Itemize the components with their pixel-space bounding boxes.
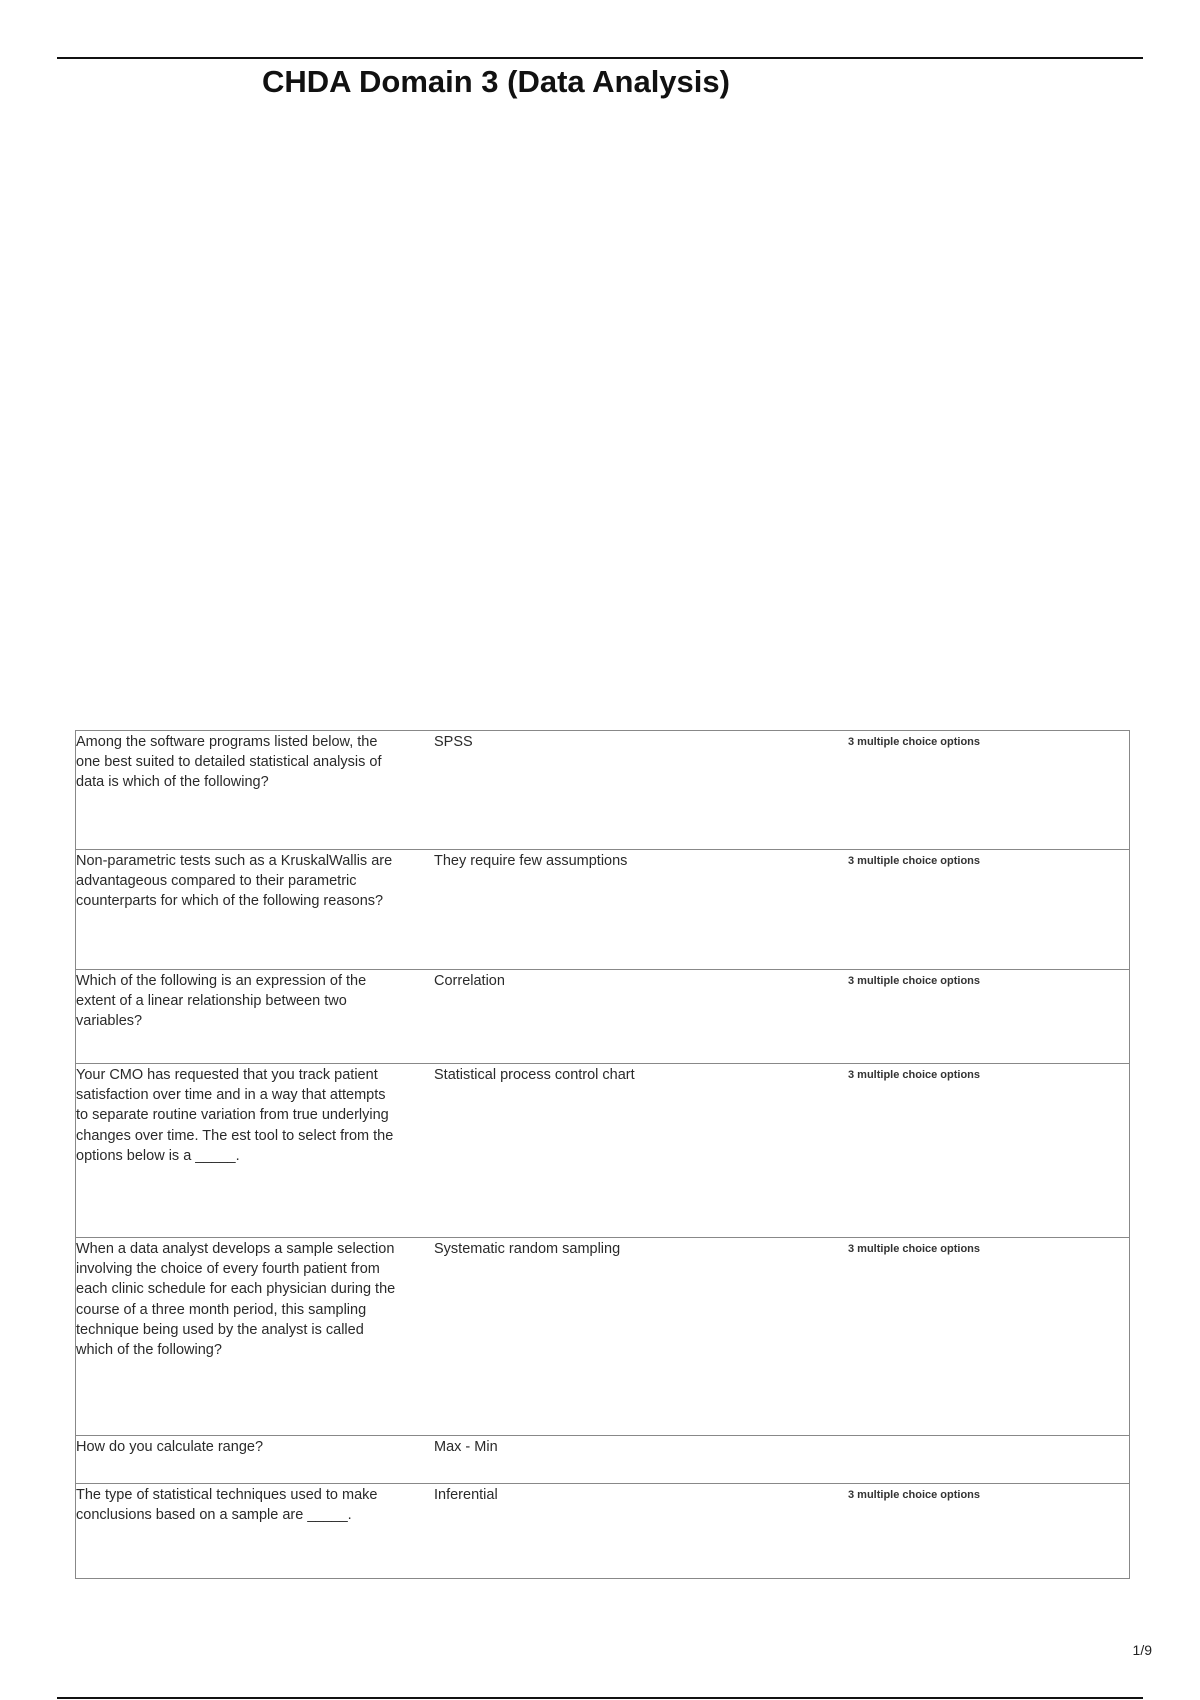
question-cell (76, 1436, 402, 1484)
table-row (76, 970, 1130, 1064)
options-cell (846, 731, 1130, 850)
options-cell (846, 970, 1130, 1064)
answer-text: SPSS (434, 734, 473, 750)
options-note: 3 multiple choice options (848, 975, 981, 987)
question-text: Among the software programs listed below, the one best suited to detailed statistical analysis of data is which of the following? (76, 734, 382, 791)
table-row (76, 1436, 1130, 1484)
table-row (76, 1238, 1130, 1436)
question-text: The type of statistical techniques used to make conclusions based on a sample are _____. (76, 1487, 378, 1524)
question-text: Non-parametric tests such as a KruskalWallis are advantageous compared to their parametric counterparts for which of the following reasons? (76, 853, 393, 910)
question-cell (76, 1064, 402, 1238)
flashcard-table (75, 730, 1130, 1579)
options-cell (846, 1436, 1130, 1484)
bottom-rule (57, 1697, 1143, 1699)
top-rule (57, 57, 1143, 59)
answer-text: Inferential (434, 1487, 498, 1503)
answer-text: Max - Min (434, 1439, 498, 1455)
answer-text: Systematic random sampling (434, 1241, 621, 1257)
answer-cell (401, 1484, 846, 1579)
options-note: 3 multiple choice options (848, 1243, 981, 1255)
options-cell (846, 850, 1130, 970)
answer-cell (401, 1436, 846, 1484)
options-cell (846, 1064, 1130, 1238)
options-cell (846, 1484, 1130, 1579)
question-cell (76, 970, 402, 1064)
question-cell (76, 1484, 402, 1579)
answer-cell (401, 850, 846, 970)
options-cell (846, 1238, 1130, 1436)
page-number: 1/9 (1132, 1642, 1152, 1658)
options-note: 3 multiple choice options (848, 855, 981, 867)
options-note: 3 multiple choice options (848, 736, 981, 748)
question-text: How do you calculate range? (76, 1439, 264, 1455)
table-row (76, 1064, 1130, 1238)
answer-cell (401, 731, 846, 850)
table-row (76, 731, 1130, 850)
answer-cell (401, 970, 846, 1064)
question-cell (76, 731, 402, 850)
question-cell (76, 850, 402, 970)
question-text: When a data analyst develops a sample selection involving the choice of every fourth patient from each clinic schedule for each physician during the course of a three month period, this sampling technique being used by the analyst is called which of the following? (76, 1241, 396, 1359)
options-note (846, 1436, 1129, 1437)
question-text: Your CMO has requested that you track patient satisfaction over time and in a way that attempts to separate routine variation from true underlying changes over time. The est tool to select from the options below is a _____. (76, 1067, 394, 1164)
options-note: 3 multiple choice options (848, 1489, 981, 1501)
answer-text: Statistical process control chart (434, 1067, 635, 1083)
answer-cell (401, 1238, 846, 1436)
answer-text: They require few assumptions (434, 853, 628, 869)
page-title: CHDA Domain 3 (Data Analysis) (262, 64, 730, 99)
options-note: 3 multiple choice options (848, 1069, 981, 1081)
question-cell (76, 1238, 402, 1436)
question-text: Which of the following is an expression of the extent of a linear relationship between two variables? (76, 973, 367, 1030)
table-row (76, 850, 1130, 970)
answer-text: Correlation (434, 973, 505, 989)
table-row (76, 1484, 1130, 1579)
answer-cell (401, 1064, 846, 1238)
